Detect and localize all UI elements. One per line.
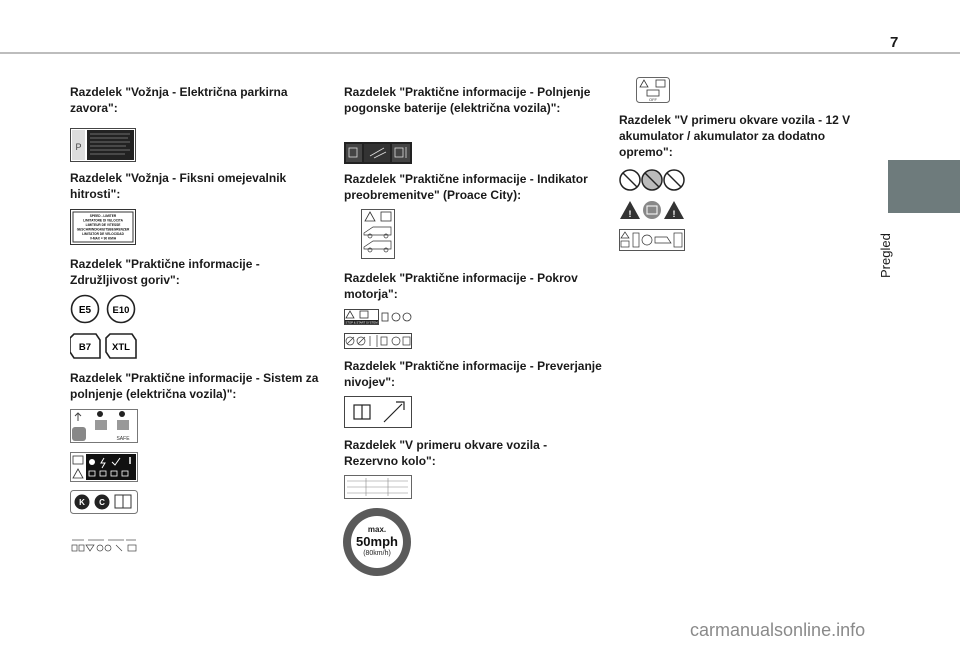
page-number: 7: [890, 34, 899, 51]
svg-text:!: !: [628, 209, 632, 219]
safe-label: SAFE: [116, 436, 130, 442]
max-speed-value: 50mph: [356, 534, 398, 549]
heading-overload-indicator: Razdelek "Praktične informacije - Indikator preobremenitve" (Proace City):: [344, 172, 588, 202]
battery-prohibition-icons: [619, 168, 685, 192]
fuel-e10-label: E10: [112, 305, 130, 316]
max-speed-kmh: (80km/h): [363, 550, 391, 557]
battery-charging-label-icon: [344, 142, 412, 164]
level-check-label-icon: [344, 396, 412, 428]
battery-instructions-label-icon: [619, 229, 685, 251]
speed-label-line-6: V-MAX = 90 KM/H: [89, 236, 117, 241]
off-label: OFF: [649, 97, 657, 102]
parking-brake-label-icon: [70, 128, 136, 162]
speed-label-line-3: LIMITEUR DE VITESSE: [85, 223, 121, 227]
side-tab: [888, 160, 960, 213]
k-connector-label: K: [79, 498, 85, 507]
fuel-b7-label: B7: [78, 342, 92, 353]
speed-limiter-label-icon: [70, 209, 136, 245]
heading-level-check: Razdelek "Praktične informacije - Preverjanje nivojev":: [344, 359, 602, 389]
spare-wheel-label-icon: [344, 475, 412, 499]
max-speed-sign: [341, 506, 413, 578]
heading-parking-brake: Razdelek "Vožnja - Električna parkirna zavora":: [70, 85, 288, 115]
watermark: carmanualsonline.info: [690, 620, 866, 640]
battery-off-label-icon: [636, 77, 670, 103]
speed-label-line-5: LIMITATOR DE VELOCIDAD: [82, 232, 124, 236]
bonnet-warnings-label-icon: [344, 333, 412, 349]
heading-charging-system: Razdelek "Praktične informacije - Sistem za polnjenje (električna vozila)":: [70, 371, 319, 401]
heading-spare-wheel: Razdelek "V primeru okvare vozila - Rezervno kolo":: [344, 438, 548, 468]
speed-label-line-1: SPEED - LIMITER: [89, 214, 117, 218]
heading-engine-bonnet: Razdelek "Praktične informacije - Pokrov motorja":: [344, 271, 578, 301]
header-rule: [0, 52, 960, 54]
heading-fuel-compatibility: Razdelek "Praktične informacije - Združljivost goriv":: [70, 257, 260, 287]
bonnet-stop-start-label-icon: [344, 309, 412, 325]
speed-label-line-4: GESCHWINDIGKEITSBEGRENZER: [76, 227, 130, 232]
charging-cable-label-icon: [70, 409, 138, 443]
side-tab-label: Pregled: [878, 233, 893, 278]
heading-12v-battery: Razdelek "V primeru okvare vozila - 12 V akumulator / akumulator za dodatno opremo":: [619, 113, 851, 159]
charging-connector-icons: [70, 490, 138, 514]
svg-text:!: !: [672, 209, 676, 219]
battery-warning-icons: [619, 199, 685, 221]
max-label: max.: [367, 525, 387, 534]
stop-start-text: STOP & START SYSTEM: [345, 320, 378, 325]
c-connector-label: C: [99, 498, 105, 507]
fuel-xtl-label: XTL: [112, 342, 130, 353]
heading-battery-charging: Razdelek "Praktične informacije - Polnjenje pogonske baterije (električna vozila)":: [344, 85, 591, 115]
charging-pictograms-strip: [70, 537, 138, 553]
fuel-compatibility-icons: [70, 294, 140, 362]
svg-text:P: P: [75, 142, 82, 152]
speed-label-line-2: LIMITATORE DI VELOCITA: [83, 218, 123, 223]
heading-speed-limiter: Razdelek "Vožnja - Fiksni omejevalnik hitrosti":: [70, 171, 287, 201]
charging-warning-label-icon: [70, 452, 138, 482]
overload-indicator-label-icon: [361, 209, 395, 259]
fuel-e5-label: E5: [78, 305, 92, 316]
